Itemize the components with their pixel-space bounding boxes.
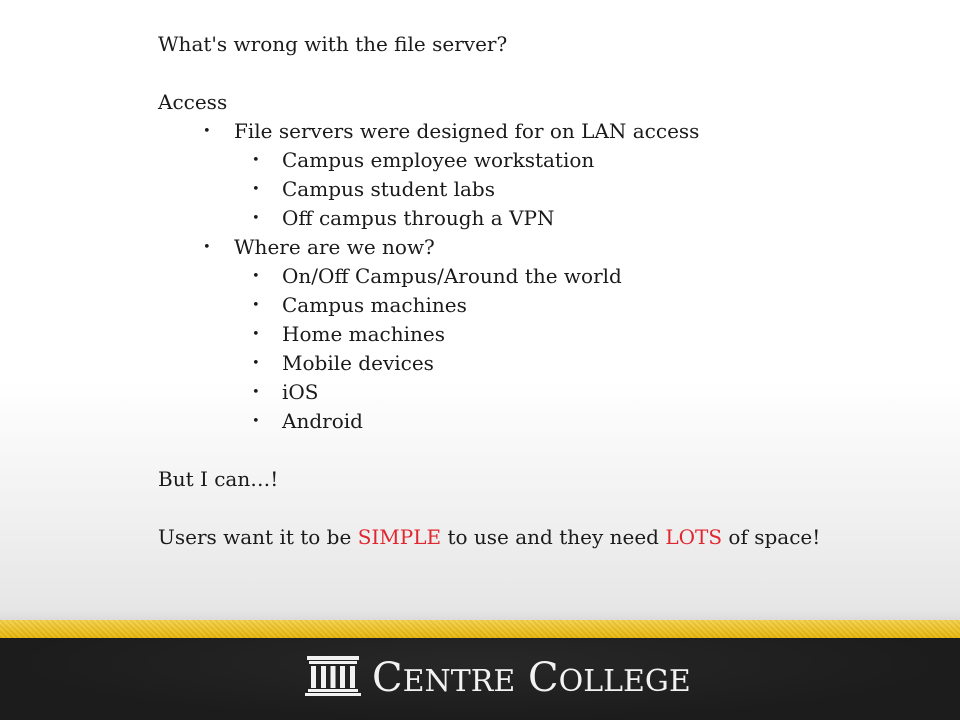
wordmark-rest: OLLEGE	[558, 664, 691, 699]
list-item	[158, 349, 918, 378]
wordmark-initial: C	[527, 655, 559, 701]
list-item-text: Off campus through a VPN	[282, 206, 555, 230]
list-item-text: Android	[282, 409, 363, 433]
list-item	[158, 291, 918, 320]
users-line-part2: to use and they need	[441, 525, 666, 549]
list-item-text: Where are we now?	[234, 235, 435, 259]
list-item-text: Campus machines	[282, 293, 467, 317]
college-wordmark	[372, 654, 691, 702]
wordmark-rest: ENTRE	[402, 664, 516, 699]
list-item-text: Campus student labs	[282, 177, 495, 201]
list-item	[158, 175, 918, 204]
bullet-icon: •	[252, 269, 260, 284]
bullet-icon: •	[252, 211, 260, 226]
list-item	[158, 233, 918, 262]
list-item	[158, 378, 918, 407]
users-line-part3: of space!	[722, 525, 821, 549]
section-heading-access: Access	[158, 90, 228, 114]
but-i-can-line: But I can…!	[158, 467, 279, 491]
list-item-text: Home machines	[282, 322, 445, 346]
emphasis-lots: LOTS	[665, 525, 723, 549]
spacer	[158, 436, 918, 465]
bullet-icon: •	[252, 153, 260, 168]
list-item-text: Campus employee workstation	[282, 148, 595, 172]
spacer	[158, 59, 918, 88]
bullet-icon: •	[203, 240, 211, 255]
users-want-line	[158, 523, 918, 552]
bullet-icon: •	[252, 356, 260, 371]
bullet-icon: •	[203, 124, 211, 139]
spacer	[158, 494, 918, 523]
list-item-text: File servers were designed for on LAN access	[234, 119, 700, 143]
wordmark-initial: C	[372, 655, 403, 701]
bullet-icon: •	[252, 298, 260, 313]
bullet-icon: •	[252, 385, 260, 400]
list-item	[158, 146, 918, 175]
list-item	[158, 262, 918, 291]
slide-content	[158, 30, 918, 552]
bullet-icon: •	[252, 327, 260, 342]
bullet-icon: •	[252, 414, 260, 429]
list-item	[158, 204, 918, 233]
list-item	[158, 320, 918, 349]
building-columns-icon	[305, 656, 361, 696]
list-item	[158, 407, 918, 436]
list-item-text: On/Off Campus/Around the world	[282, 264, 622, 288]
list-item	[158, 117, 918, 146]
gold-band	[0, 620, 960, 638]
slide-title: What's wrong with the file server?	[158, 32, 508, 56]
list-item-text: iOS	[282, 380, 319, 404]
users-line-part1: Users want it to be	[158, 525, 358, 549]
list-item-text: Mobile devices	[282, 351, 434, 375]
emphasis-simple: SIMPLE	[357, 525, 442, 549]
bullet-icon: •	[252, 182, 260, 197]
